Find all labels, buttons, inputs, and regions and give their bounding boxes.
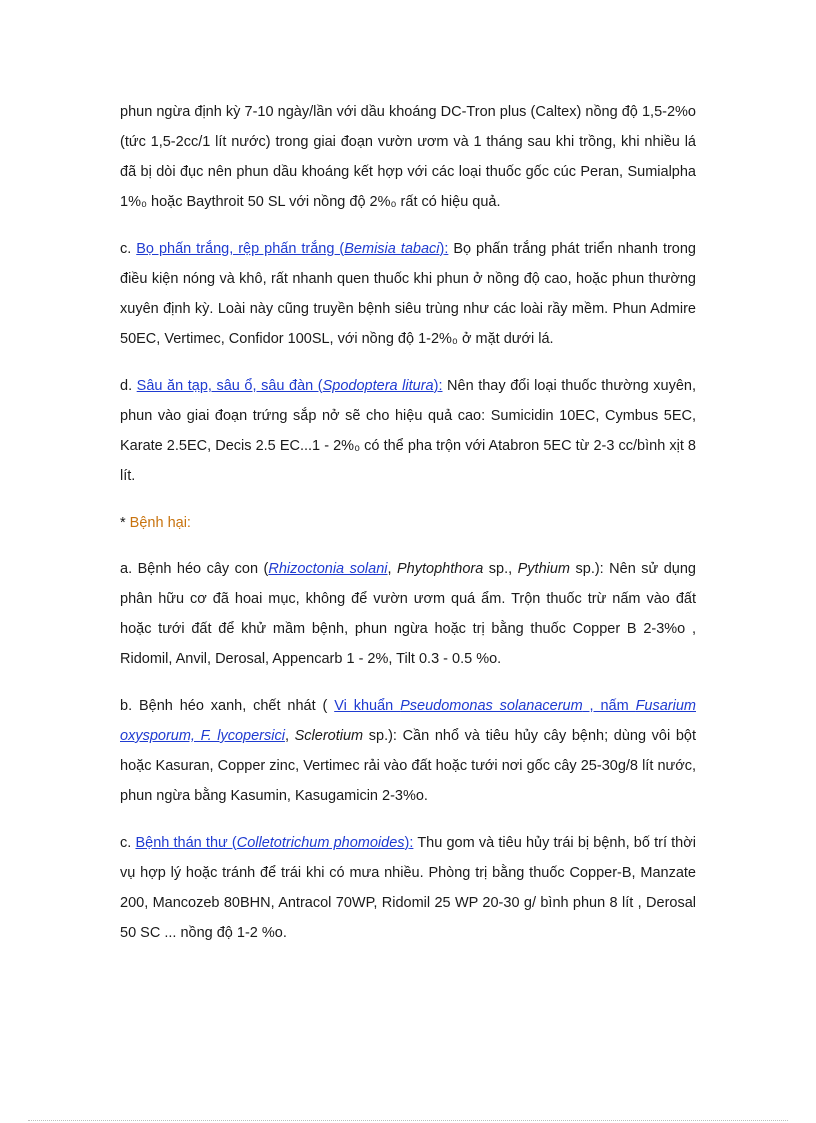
paragraph-bacterial-wilt	[120, 691, 696, 811]
link-rhizoctonia-solani[interactable]: Rhizoctonia solani	[268, 561, 388, 577]
paragraph-text: ,	[284, 728, 295, 744]
paragraph-damping-off	[120, 554, 696, 674]
link-text: Sâu ăn tạp, sâu ổ, sâu đàn (	[136, 378, 323, 394]
link-text-close: )	[439, 241, 445, 257]
link-text: Bệnh thán thư (	[135, 835, 237, 851]
paragraph-text: Bọ phấn trắng phát triển nhanh trong điều kiện nóng và khô, rất nhanh quen thuốc khi phun ở nồng độ cao, hoặc phun thường xuyên định kỳ. Loài này cũng truyền bệnh siêu trùng như các loài rầy mềm. Phun Admire 50EC, Vertimec, Confidor 100SL, với nồng độ 1-2%₀ ở mặt dưới lá.	[120, 241, 696, 347]
link-colletotrichum-phomoides[interactable]	[135, 835, 409, 851]
paragraph-dc-tron-spray	[120, 97, 696, 217]
document-body	[120, 97, 696, 965]
link-text: , nấm	[582, 698, 636, 714]
link-colon: :	[438, 378, 443, 394]
paragraph-anthracnose	[120, 828, 696, 948]
scientific-name-pythium: Pythium	[517, 561, 571, 577]
scientific-name-sclerotium: Sclerotium	[294, 728, 364, 744]
link-scientific-name: Colletotrichum phomoides	[236, 835, 405, 851]
link-text: Vi khuẩn	[334, 698, 401, 714]
link-scientific-name: Bemisia tabaci	[344, 241, 440, 257]
link-colon: :	[409, 835, 414, 851]
paragraph-text: sp.): Nên sử dụng phân hữu cơ đã hoai mục, không để vườn ươm quá ẩm. Trộn thuốc trừ nấm vào đất hoặc tưới đất để khử mầm bệnh, phun ngừa hoặc trị bằng thuốc Copper B 2-3%o , Ridomil, Anvil, Derosal, Appencarb 1 - 2%, Tilt 0.3 - 0.5 %o.	[120, 561, 696, 667]
page-bottom-divider	[28, 1120, 788, 1121]
link-bemisia-tabaci[interactable]	[136, 241, 444, 257]
paragraph-text: sp.,	[483, 561, 518, 577]
link-scientific-name: Pseudomonas solanacerum	[400, 698, 583, 714]
paragraph-text: Thu gom và tiêu hủy trái bị bệnh, bố trí thời vụ hợp lý hoặc tránh để trái khi có mưa nhiều. Phòng trị bằng thuốc Copper-B, Manzate 200, Mancozeb 80BHN, Antracol 70WP, Ridomil 25 WP 20-30 g/ bình phun 8 lít , Derosal 50 SC ... nồng độ 1-2 %o.	[120, 835, 696, 941]
link-spodoptera-litura[interactable]	[137, 378, 439, 394]
paragraph-text: a. Bệnh héo cây con (	[120, 561, 269, 577]
link-colon: :	[444, 241, 449, 257]
paragraph-text: ,	[387, 561, 398, 577]
link-scientific-name: Spodoptera litura	[322, 378, 434, 394]
paragraph-text: phun ngừa định kỳ 7-10 ngày/lần với dầu khoáng DC-Tron plus (Caltex) nồng độ 1,5-2%o (tức 1,5-2cc/1 lít nước) trong giai đoạn vườn ươm và 1 tháng sau khi trồng, khi nhiều lá đã bị dòi đục nên phun dầu khoáng kết hợp với các loại thuốc gốc cúc Peran, Sumialpha 1%₀ hoặc Baythroit 50 SL với nồng độ 2%₀ rất có hiệu quả.	[120, 104, 696, 210]
item-prefix: c.	[120, 835, 136, 851]
item-prefix: c.	[120, 241, 137, 257]
paragraph-text: b. Bệnh héo xanh, chết nhát (	[120, 698, 335, 714]
paragraph-text: Nên thay đổi loại thuốc thường xuyên, phun vào giai đoạn trứng sắp nở sẽ cho hiệu quả cao: Sumicidin 10EC, Cymbus 5EC, Karate 2.5EC, Decis 2.5 EC...1 - 2%₀ có thể pha trộn với Atabron 5EC từ 2-3 cc/bình xịt 8 lít.	[120, 378, 697, 484]
heading-label: Bệnh hại:	[129, 515, 191, 531]
paragraph-text: sp.): Cần nhổ và tiêu hủy cây bệnh; dùng vôi bột hoặc Kasuran, Copper zinc, Vertimec rải vào đất hoặc tưới nơi gốc cây 25-30g/8 lít nước, phun ngừa bằng Kasumin, Kasugamicin 2-3%o.	[120, 728, 697, 804]
item-prefix: d.	[120, 378, 137, 394]
link-text: Bọ phấn trắng, rệp phấn trắng (	[136, 241, 345, 257]
paragraph-spodoptera	[120, 371, 696, 491]
section-heading-diseases	[120, 508, 696, 538]
link-text-close: )	[404, 835, 410, 851]
paragraph-bemisia	[120, 234, 696, 354]
link-text-close: )	[433, 378, 439, 394]
scientific-name-phytophthora: Phytophthora	[397, 561, 484, 577]
link-scientific-name: Fusarium oxysporum, F. lycopersici	[120, 698, 696, 744]
heading-star: *	[120, 515, 130, 531]
